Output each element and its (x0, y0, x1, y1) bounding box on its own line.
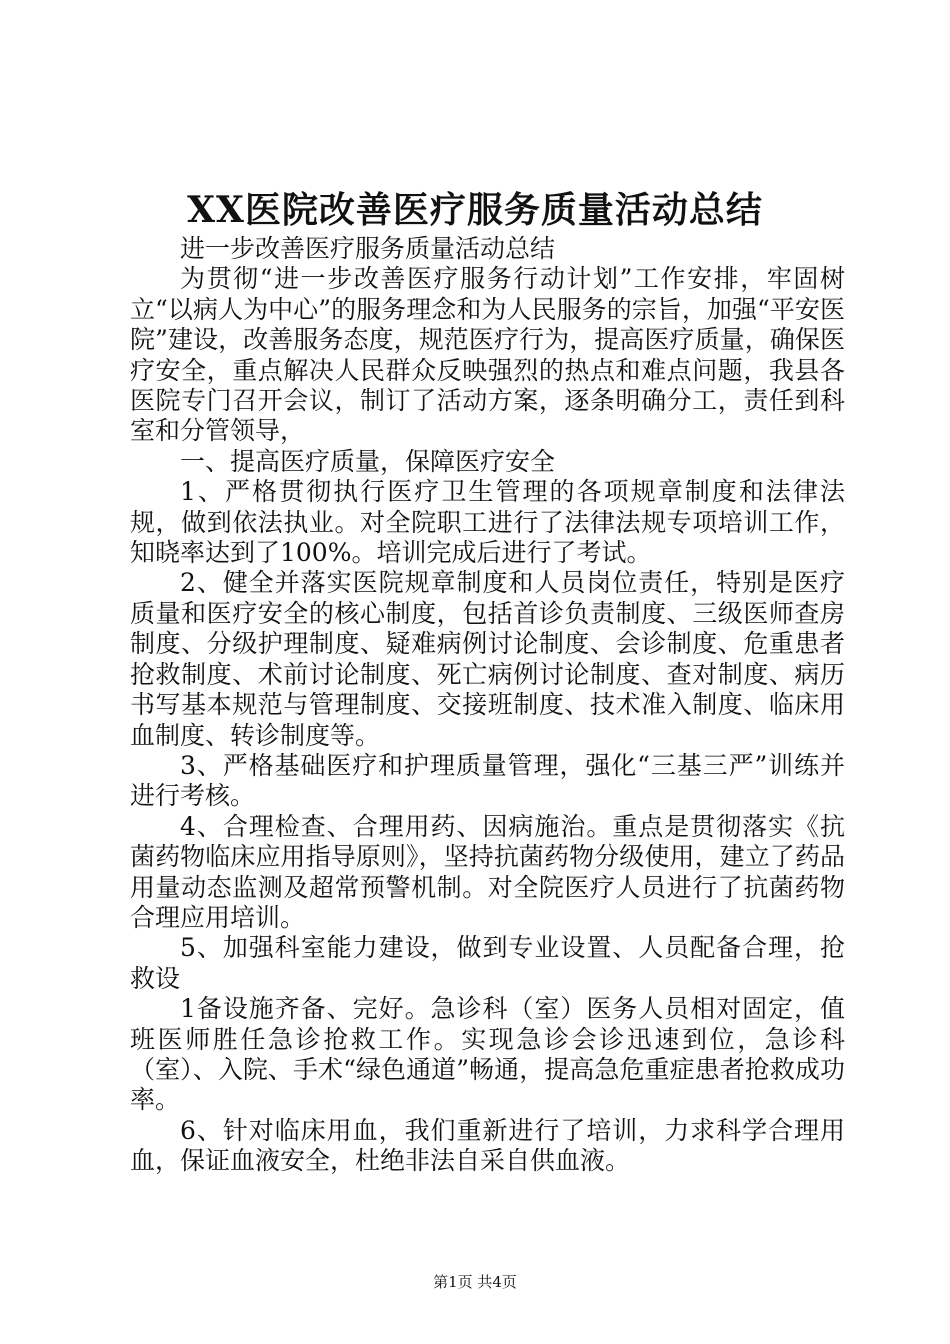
document-body (130, 234, 845, 1177)
body-paragraph: 3、严格基础医疗和护理质量管理，强化“三基三严”训练并进行考核。 (130, 750, 845, 811)
document-title: XX医院改善医疗服务质量活动总结 (187, 189, 763, 231)
body-paragraph: 2、健全并落实医院规章制度和人员岗位责任，特别是医疗质量和医疗安全的核心制度，包括首诊负责制度、三级医师查房制度、分级护理制度、疑难病例讨论制度、会诊制度、危重患者抢救制度、术前讨论制度、死亡病例讨论制度、查对制度、病历书写基本规范与管理制度、交接班制度、技术准入制度、临床用血制度、转诊制度等。 (130, 568, 845, 750)
body-paragraph: 为贯彻“进一步改善医疗服务行动计划”工作安排，牢固树立“以病人为中心”的服务理念和为人民服务的宗旨，加强“平安医院”建设，改善服务态度，规范医疗行为，提高医疗质量，确保医疗安全，重点解决人民群众反映强烈的热点和难点问题，我县各医院专门召开会议，制订了活动方案，逐条明确分工，责任到科室和分管领导， (130, 264, 845, 446)
body-paragraph: 5、加强科室能力建设，做到专业设置、人员配备合理，抢救设 (130, 933, 845, 993)
page-number: 第1页 共4页 (433, 1273, 517, 1291)
body-paragraph: 1、严格贯彻执行医疗卫生管理的各项规章制度和法律法规，做到依法执业。对全院职工进行了法律法规专项培训工作，知晓率达到了100%。培训完成后进行了考试。 (130, 477, 845, 568)
body-paragraph: 4、合理检查、合理用药、因病施治。重点是贯彻落实《抗菌药物临床应用指导原则》，坚持抗菌药物分级使用，建立了药品用量动态监测及超常预警机制。对全院医疗人员进行了抗菌药物合理应用培训。 (130, 811, 845, 932)
section-heading: 一、提高医疗质量，保障医疗安全 (180, 446, 556, 476)
body-paragraph: 1备设施齐备、完好。急诊科（室）医务人员相对固定，值班医师胜任急诊抢救工作。实现急诊会诊迅速到位，急诊科（室）、入院、手术“绿色通道”畅通，提高急危重症患者抢救成功率。 (130, 994, 845, 1115)
body-paragraph: 6、针对临床用血，我们重新进行了培训，力求科学合理用血，保证血液安全，杜绝非法自采自供血液。 (130, 1115, 845, 1176)
body-paragraph: 进一步改善医疗服务质量活动总结 (180, 234, 556, 263)
